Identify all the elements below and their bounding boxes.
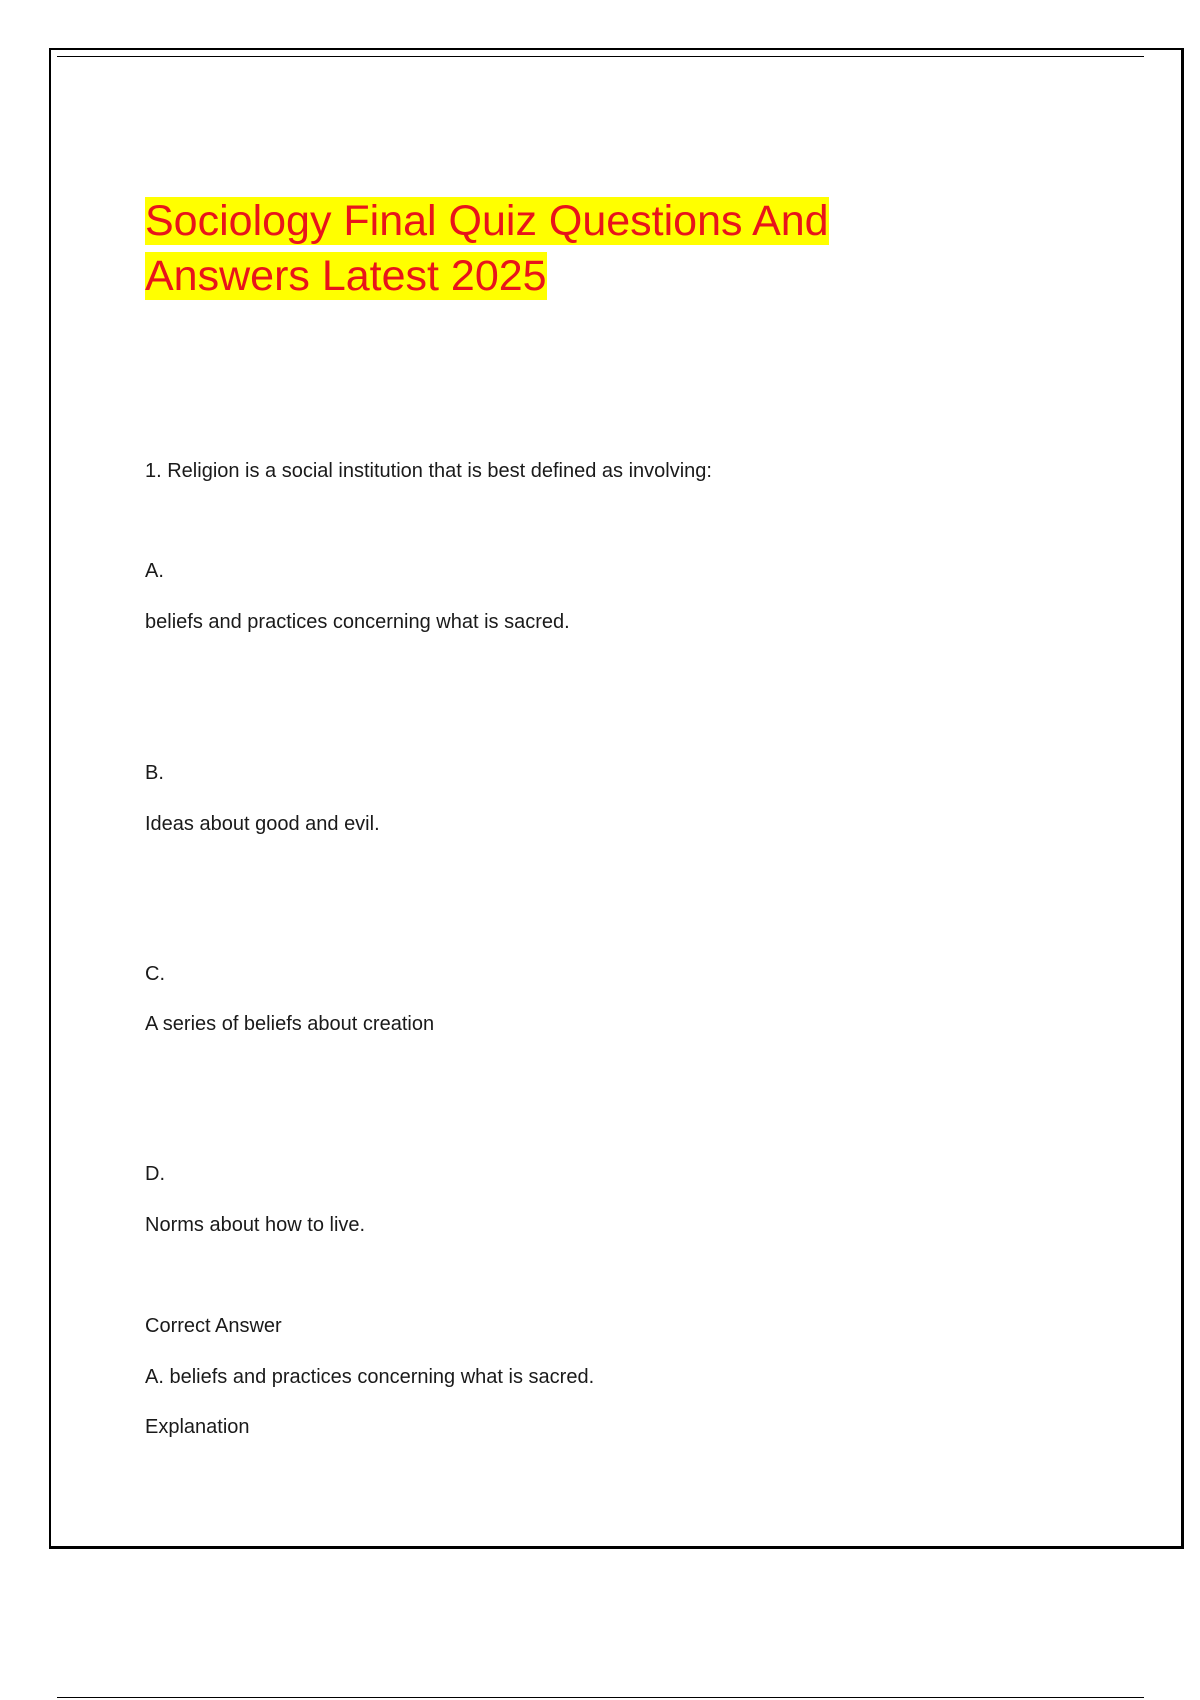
document-title-highlight: Sociology Final Quiz Questions And Answers Latest 2025 [145, 197, 829, 300]
question-text: 1. Religion is a social institution that is best defined as involving: [145, 460, 712, 482]
option-a-letter: A. [145, 560, 164, 582]
document-title [145, 194, 905, 304]
bottom-rule [57, 1697, 1144, 1698]
option-c-text: A series of beliefs about creation [145, 1013, 435, 1035]
option-b-letter: B. [145, 762, 164, 784]
option-d-letter: D. [145, 1163, 165, 1185]
correct-answer-label: Correct Answer [145, 1315, 282, 1337]
option-a-text: beliefs and practices concerning what is sacred. [145, 611, 570, 633]
option-c-letter: C. [145, 963, 165, 985]
explanation-label: Explanation [145, 1416, 250, 1438]
option-b-text: Ideas about good and evil. [145, 813, 380, 835]
correct-answer-text: A. beliefs and practices concerning what is sacred. [145, 1366, 595, 1388]
option-d-text: Norms about how to live. [145, 1214, 366, 1236]
